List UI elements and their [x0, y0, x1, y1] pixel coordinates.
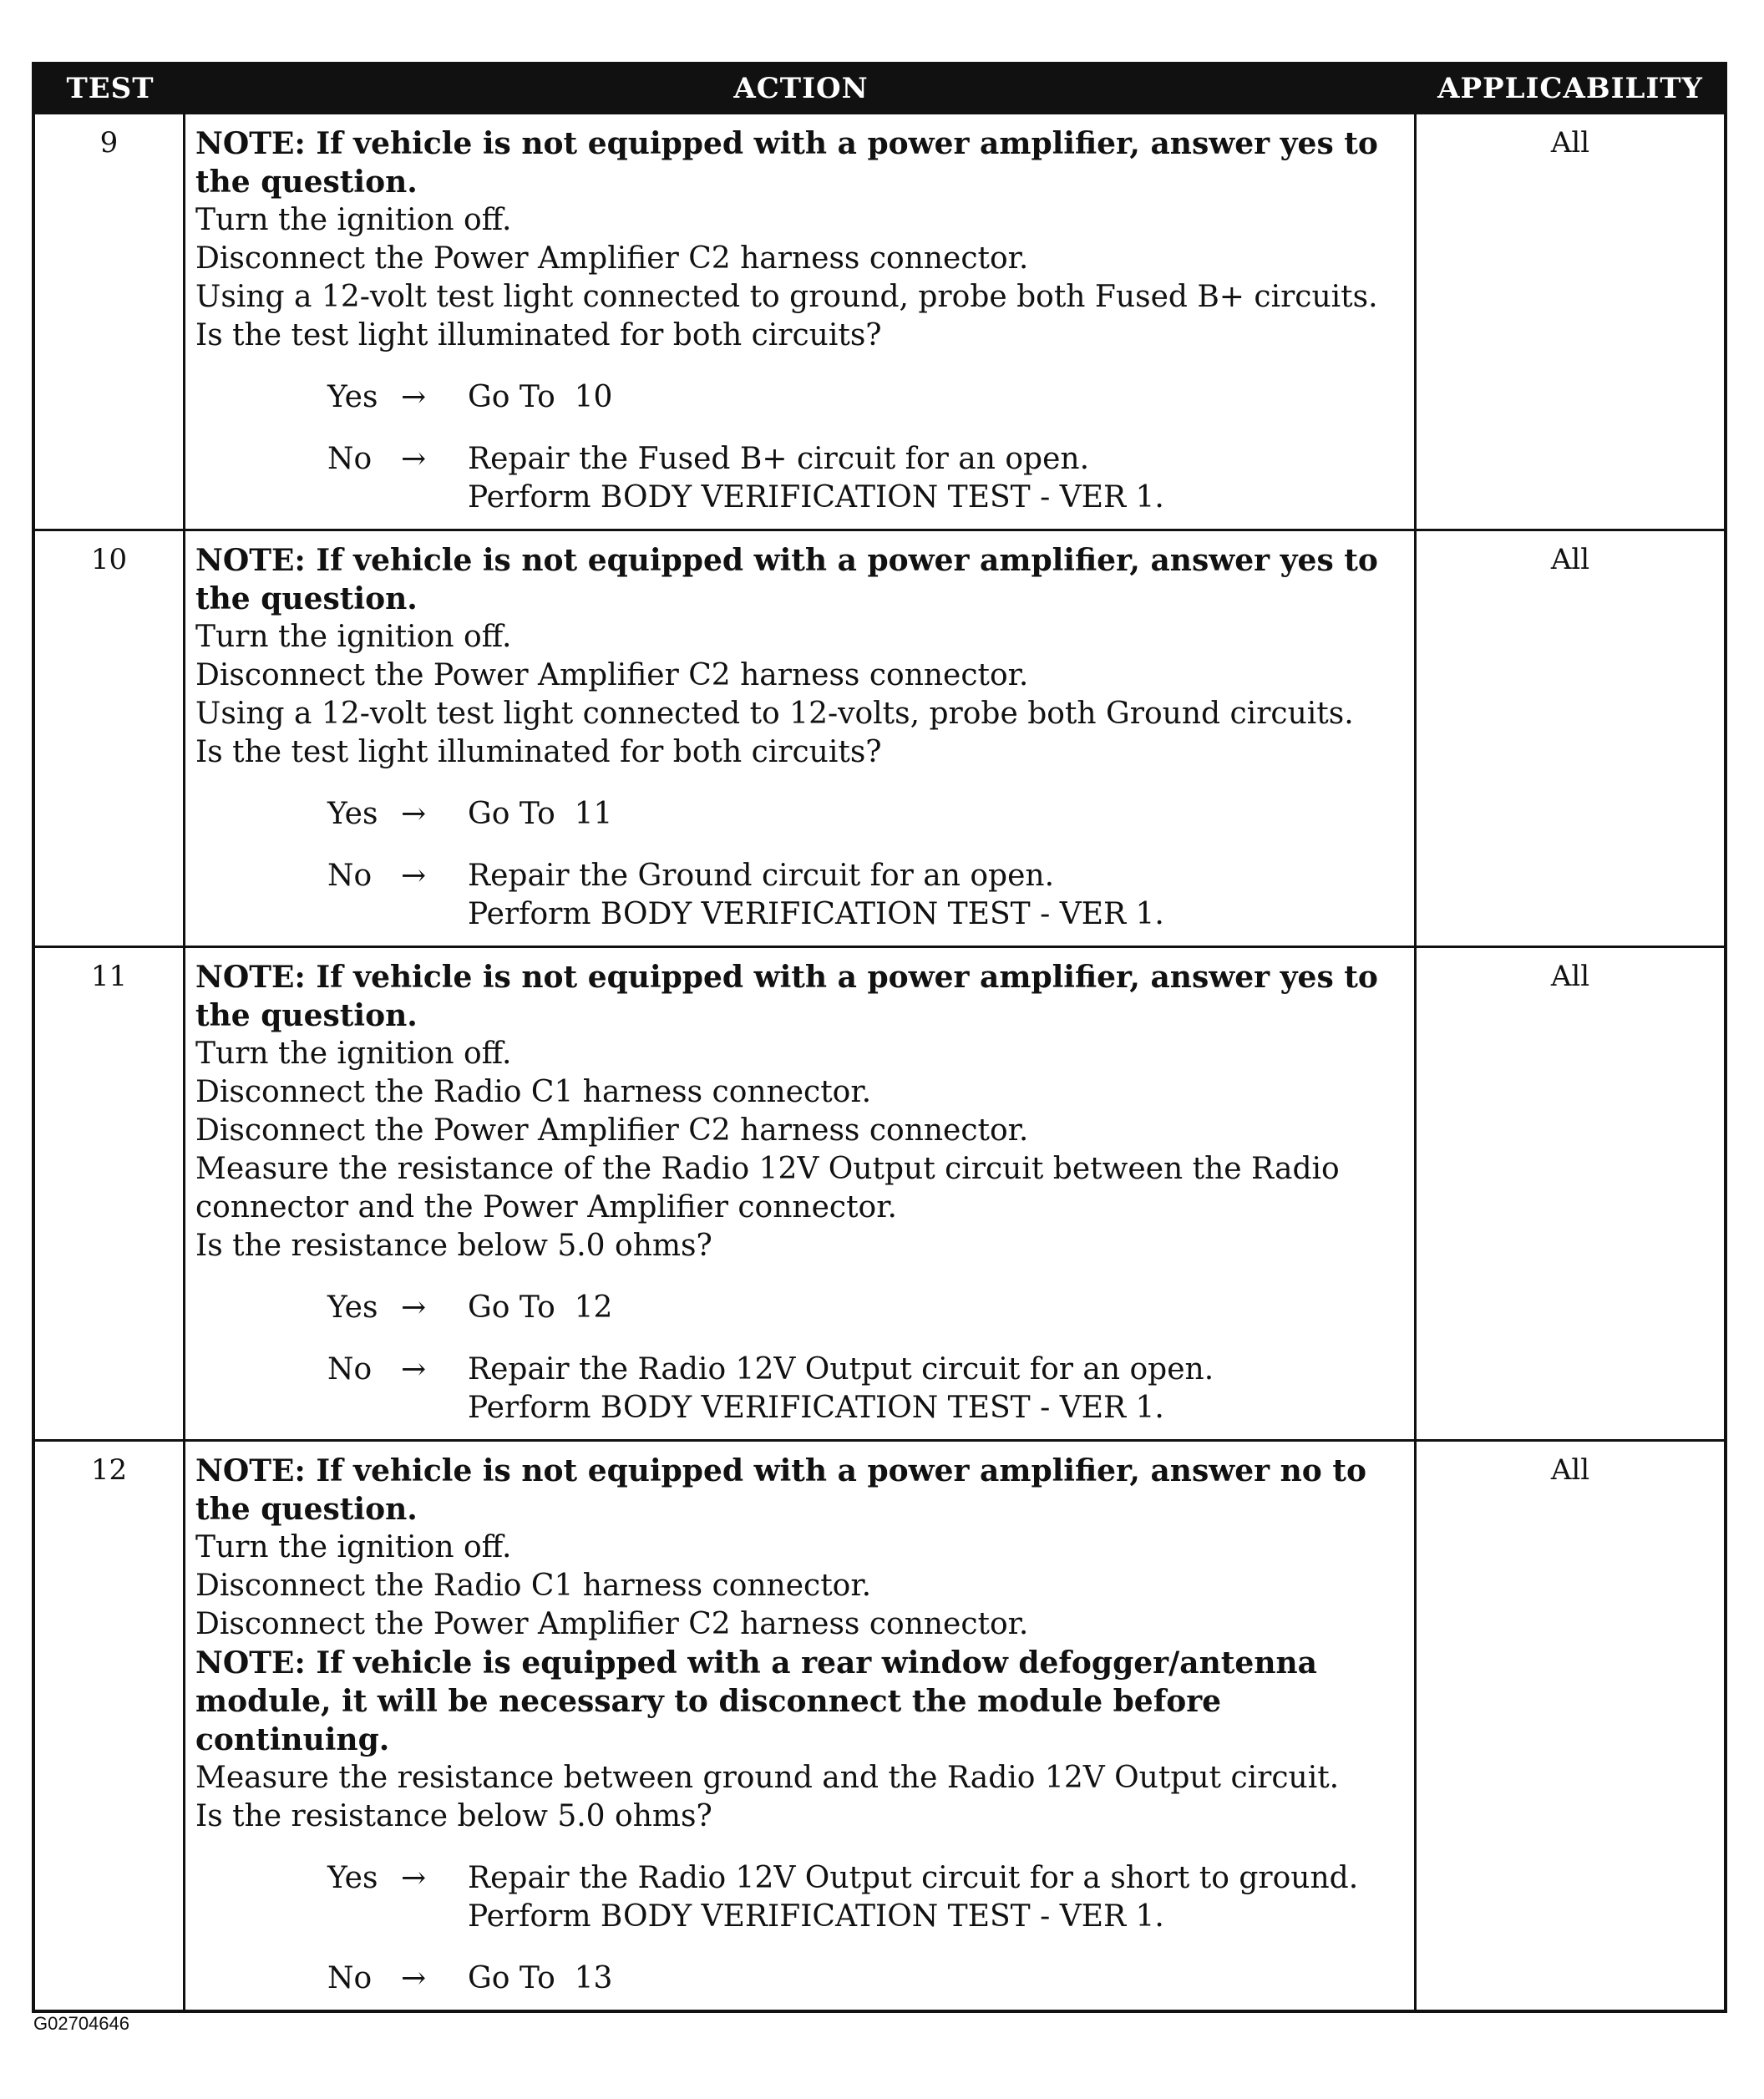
answer-no [327, 1960, 1407, 1998]
answer-result-line: Repair the Fused B+ circuit for an open. [468, 442, 1090, 476]
instruction-text: Is the test light illuminated for both circuits? [195, 735, 882, 769]
arrow-right-icon: → [401, 1961, 427, 1995]
answer-result-line: Go To 12 [468, 1290, 613, 1325]
answer-result-line: Go To 11 [468, 797, 613, 831]
test-number: 10 [35, 531, 185, 946]
answer-no [327, 440, 1407, 517]
instruction-text: Turn the ignition off. [195, 203, 512, 237]
note-text: NOTE: If vehicle is not equipped with a power amplifier, answer yes to the question. [195, 960, 1378, 1033]
answer-result [468, 795, 1407, 834]
table-row [35, 946, 1724, 1439]
instruction-text: Is the test light illuminated for both circuits? [195, 318, 882, 352]
answer-result-line: Go To 10 [468, 380, 613, 414]
header-applicability: APPLICABILITY [1437, 72, 1703, 105]
instruction-text: Using a 12-volt test light connected to ground, probe both Fused B+ circuits. [195, 280, 1378, 314]
applicability-value: All [1550, 1453, 1590, 1487]
instruction-text: Turn the ignition off. [195, 1530, 512, 1564]
answer-result [468, 440, 1407, 517]
instruction-text: Disconnect the Power Amplifier C2 harness connector. [195, 658, 1029, 692]
answer-options [195, 1859, 1407, 1998]
answer-label: Yes [327, 380, 378, 414]
answer-label: No [327, 1352, 373, 1387]
note-text: NOTE: If vehicle is not equipped with a power amplifier, answer no to the question. [195, 1453, 1366, 1527]
applicability-value: All [1550, 543, 1590, 576]
arrow-right-icon: → [401, 1861, 427, 1895]
answer-result [468, 1960, 1407, 1998]
table-row [35, 1439, 1724, 2010]
action-cell [185, 948, 1417, 1439]
instruction-text: Turn the ignition off. [195, 1037, 512, 1071]
answer-result [468, 1351, 1407, 1427]
figure-code: G02704646 [33, 2013, 129, 2034]
instruction-text: Disconnect the Power Amplifier C2 harness connector. [195, 1607, 1029, 1641]
answer-yes [327, 1859, 1407, 1936]
answer-yes [327, 795, 1407, 834]
answer-label: Yes [327, 1290, 378, 1325]
answer-result [468, 857, 1407, 934]
answer-label: No [327, 1961, 373, 1995]
arrow-right-icon: → [401, 380, 427, 414]
test-number: 9 [35, 114, 185, 529]
answer-result-line: Repair the Radio 12V Output circuit for an open. [468, 1352, 1214, 1387]
test-number: 12 [35, 1442, 185, 2010]
instruction-text: Is the resistance below 5.0 ohms? [195, 1799, 712, 1833]
instruction-text: Disconnect the Radio C1 harness connector. [195, 1075, 872, 1109]
answer-result [468, 1859, 1407, 1936]
answer-result [468, 378, 1407, 417]
answer-yes [327, 1289, 1407, 1327]
action-cell [185, 531, 1417, 946]
applicability-value: All [1550, 126, 1590, 160]
answer-result-line: Perform BODY VERIFICATION TEST - VER 1. [468, 1899, 1164, 1934]
answer-label: Yes [327, 797, 378, 831]
instruction-text: Turn the ignition off. [195, 620, 512, 654]
header-test: TEST [66, 72, 155, 105]
answer-result-line: Go To 13 [468, 1961, 613, 1995]
applicability-value: All [1550, 960, 1590, 993]
instruction-text: Disconnect the Power Amplifier C2 harness connector. [195, 241, 1029, 276]
action-cell [185, 114, 1417, 529]
action-cell [185, 1442, 1417, 2010]
instruction-text: Measure the resistance between ground and the Radio 12V Output circuit. [195, 1761, 1340, 1795]
arrow-right-icon: → [401, 797, 427, 831]
arrow-right-icon: → [401, 1290, 427, 1325]
arrow-right-icon: → [401, 859, 427, 893]
table-row [35, 112, 1724, 529]
instruction-text: Is the resistance below 5.0 ohms? [195, 1229, 712, 1263]
instruction-text: Using a 12-volt test light connected to 12-volts, probe both Ground circuits. [195, 697, 1354, 731]
answer-label: No [327, 442, 373, 476]
answer-label: Yes [327, 1861, 378, 1895]
header-action: ACTION [733, 72, 869, 105]
instruction-text: Disconnect the Radio C1 harness connector. [195, 1569, 872, 1603]
answer-no [327, 857, 1407, 934]
table-body [35, 112, 1724, 2010]
answer-options [195, 795, 1407, 934]
answer-label: No [327, 859, 373, 893]
note-text: NOTE: If vehicle is not equipped with a power amplifier, answer yes to the question. [195, 543, 1378, 616]
note-text: NOTE: If vehicle is not equipped with a power amplifier, answer yes to the question. [195, 126, 1378, 200]
arrow-right-icon: → [401, 1352, 427, 1387]
answer-result-line: Perform BODY VERIFICATION TEST - VER 1. [468, 1391, 1164, 1425]
answer-result-line: Repair the Radio 12V Output circuit for a short to ground. [468, 1861, 1359, 1895]
instruction-text: Disconnect the Power Amplifier C2 harness connector. [195, 1113, 1029, 1148]
answer-options [195, 378, 1407, 517]
table-row [35, 529, 1724, 946]
diagnostic-test-table [32, 62, 1727, 2013]
answer-result-line: Perform BODY VERIFICATION TEST - VER 1. [468, 480, 1164, 515]
arrow-right-icon: → [401, 442, 427, 476]
instruction-text: Measure the resistance of the Radio 12V Output circuit between the Radio connector and the Power Amplifier connector. [195, 1152, 1340, 1224]
answer-result-line: Perform BODY VERIFICATION TEST - VER 1. [468, 897, 1164, 931]
answer-options [195, 1289, 1407, 1427]
answer-yes [327, 378, 1407, 417]
answer-result-line: Repair the Ground circuit for an open. [468, 859, 1055, 893]
answer-result [468, 1289, 1407, 1327]
test-number: 11 [35, 948, 185, 1439]
answer-no [327, 1351, 1407, 1427]
table-header [35, 65, 1724, 112]
note-text: NOTE: If vehicle is equipped with a rear window defogger/antenna module, it will be necessary to disconnect the module before continuing. [195, 1645, 1317, 1757]
